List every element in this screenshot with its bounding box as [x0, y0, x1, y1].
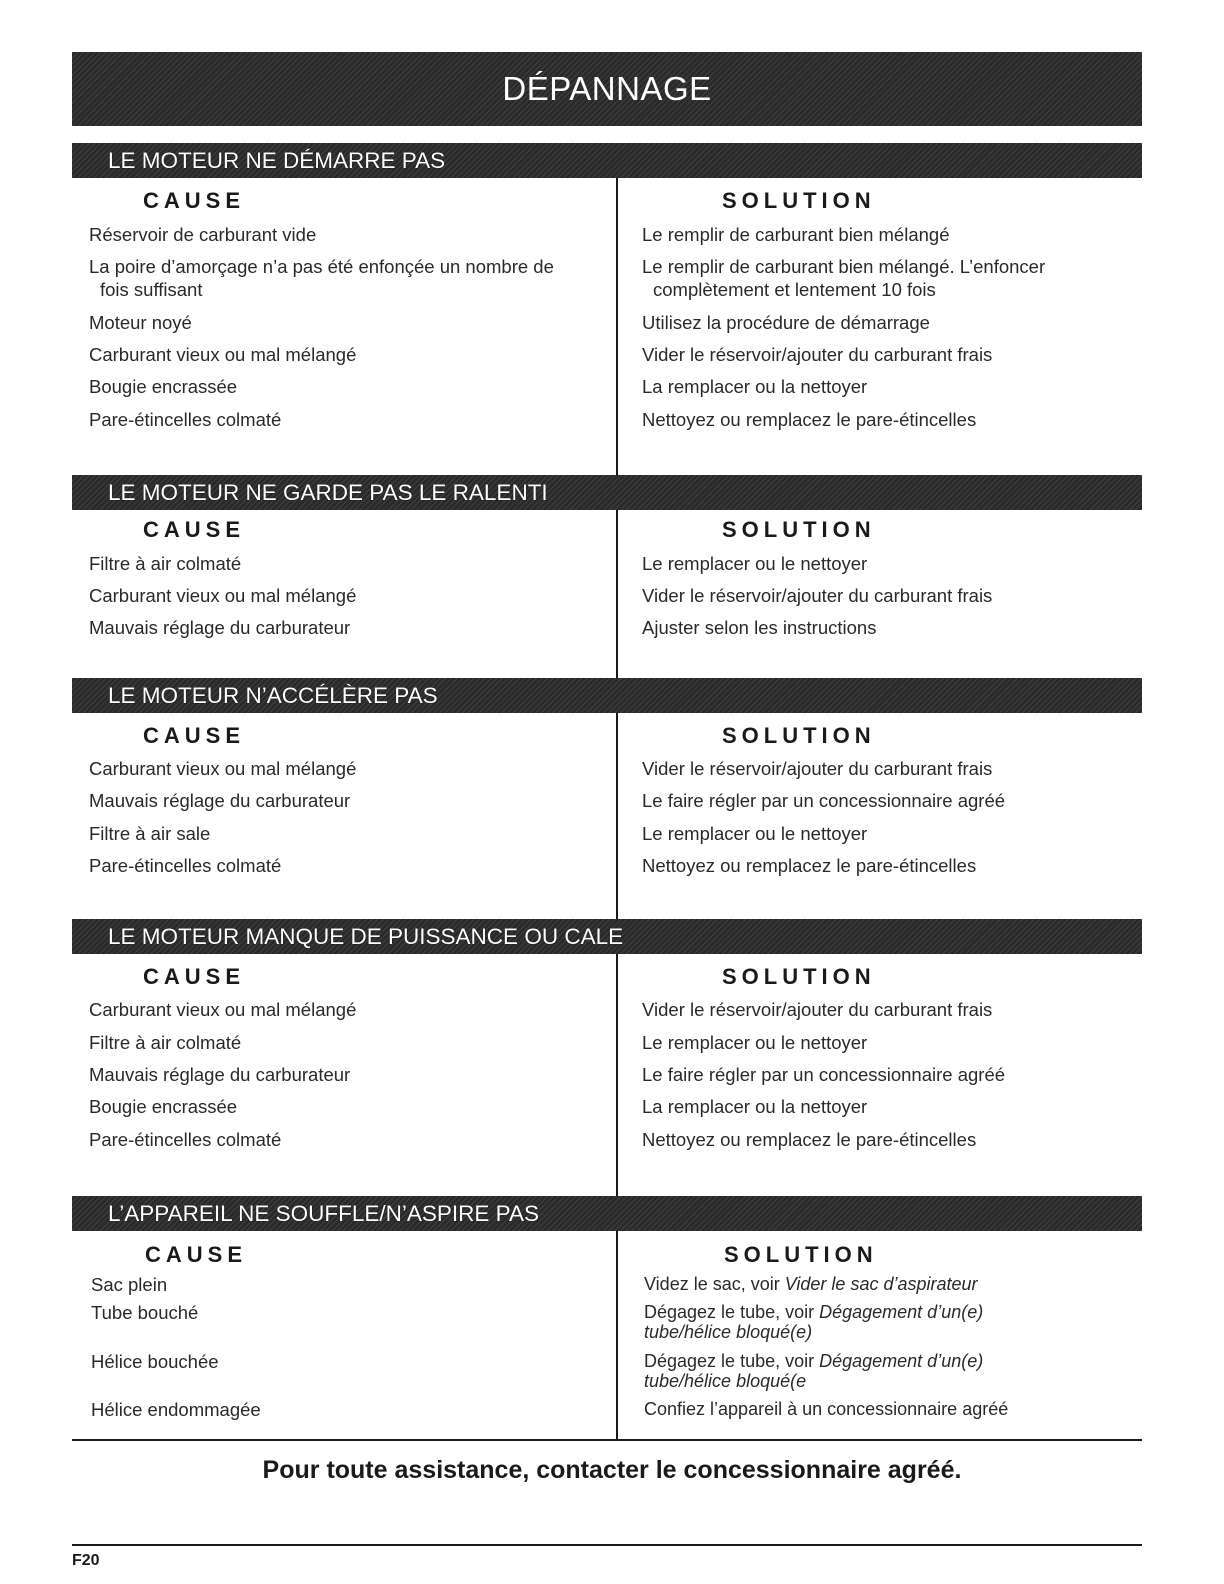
- cause-item: Carburant vieux ou mal mélangé: [89, 999, 357, 1020]
- column-divider: [616, 178, 618, 475]
- section-heading: L’APPAREIL NE SOUFFLE/N’ASPIRE PAS: [108, 1201, 539, 1226]
- cause-item: Filtre à air colmaté: [89, 1032, 242, 1053]
- solution-item: Nettoyez ou remplacez le pare-étincelles: [642, 1129, 977, 1150]
- solution-item: Le remplir de carburant bien mélangé: [642, 224, 950, 245]
- solution-heading: SOLUTION: [722, 517, 876, 542]
- cause-heading: CAUSE: [143, 517, 246, 542]
- section-heading: LE MOTEUR MANQUE DE PUISSANCE OU CALE: [108, 924, 624, 949]
- solution-heading: SOLUTION: [722, 188, 876, 213]
- solution-item: [642, 255, 1112, 301]
- column-divider: [616, 1231, 618, 1439]
- solution-text: Dégagez le tube, voir: [644, 1302, 820, 1322]
- solution-item: Le faire régler par un concessionnaire agréé: [642, 790, 1006, 811]
- solution-heading: SOLUTION: [724, 1242, 878, 1267]
- cause-item: Carburant vieux ou mal mélangé: [89, 758, 357, 779]
- solution-reference: Dégagement d’un(e): [819, 1351, 984, 1371]
- solution-item: Nettoyez ou remplacez le pare-étincelles: [642, 855, 977, 876]
- solution-reference: Vider le sac d’aspirateur: [784, 1274, 978, 1294]
- cause-item: Pare-étincelles colmaté: [89, 855, 282, 876]
- solution-item: Vider le réservoir/ajouter du carburant frais: [642, 999, 993, 1020]
- cause-item: Hélice endommagée: [91, 1399, 261, 1420]
- cause-heading: CAUSE: [145, 1242, 248, 1267]
- section-heading-bar: [72, 919, 1142, 954]
- table-bottom-rule: [72, 1439, 1142, 1441]
- solution-reference: Dégagement d’un(e): [819, 1302, 984, 1322]
- cause-item: Carburant vieux ou mal mélangé: [89, 344, 357, 365]
- solution-item: Utilisez la procédure de démarrage: [642, 312, 930, 333]
- column-divider: [616, 954, 618, 1196]
- page-number: F20: [72, 1552, 100, 1569]
- cause-heading: CAUSE: [143, 188, 246, 213]
- cause-item: Carburant vieux ou mal mélangé: [89, 585, 357, 606]
- solution-text: Dégagez le tube, voir: [644, 1351, 820, 1371]
- solution-item: Vider le réservoir/ajouter du carburant frais: [642, 344, 993, 365]
- page-title-banner: [72, 52, 1142, 126]
- solution-item: Vider le réservoir/ajouter du carburant frais: [642, 585, 993, 606]
- solution-reference: tube/hélice bloqué(e): [644, 1322, 813, 1342]
- section-heading-bar: [72, 678, 1142, 713]
- solution-item: La remplacer ou la nettoyer: [642, 1096, 868, 1117]
- solution-reference: tube/hélice bloqué(e: [644, 1371, 807, 1391]
- cause-item: Pare-étincelles colmaté: [89, 409, 282, 430]
- column-divider: [616, 713, 618, 919]
- cause-item: Réservoir de carburant vide: [89, 224, 317, 245]
- cause-item: [89, 255, 609, 301]
- cause-item: Pare-étincelles colmaté: [89, 1129, 282, 1150]
- section-heading-bar: [72, 475, 1142, 510]
- solution-item: Le faire régler par un concessionnaire agréé: [642, 1064, 1006, 1085]
- solution-item: Le remplacer ou le nettoyer: [642, 1032, 868, 1053]
- cause-line: fois suffisant: [100, 279, 203, 300]
- solution-line: complètement et lentement 10 fois: [653, 279, 936, 300]
- cause-item: Mauvais réglage du carburateur: [89, 790, 351, 811]
- cause-item: Moteur noyé: [89, 312, 192, 333]
- column-divider: [616, 510, 618, 678]
- section-heading: LE MOTEUR NE DÉMARRE PAS: [108, 148, 446, 173]
- cause-item: Mauvais réglage du carburateur: [89, 1064, 351, 1085]
- section-heading: LE MOTEUR N’ACCÉLÈRE PAS: [108, 683, 438, 708]
- solution-item: [644, 1351, 1114, 1391]
- solution-item: [644, 1302, 1114, 1342]
- cause-item: Bougie encrassée: [89, 1096, 238, 1117]
- solution-item: Confiez l’appareil à un concessionnaire agréé: [644, 1399, 1009, 1419]
- solution-heading: SOLUTION: [722, 723, 876, 748]
- section-heading-bar: [72, 1196, 1142, 1231]
- solution-item: Le remplacer ou le nettoyer: [642, 823, 868, 844]
- solution-item: [644, 1274, 1114, 1294]
- solution-text: Videz le sac, voir: [644, 1274, 785, 1294]
- cause-item: Mauvais réglage du carburateur: [89, 617, 351, 638]
- section-heading-bar: [72, 143, 1142, 178]
- cause-item: Filtre à air colmaté: [89, 553, 242, 574]
- solution-item: La remplacer ou la nettoyer: [642, 376, 868, 397]
- cause-heading: CAUSE: [143, 964, 246, 989]
- cause-line: La poire d’amorçage n’a pas été enfonçée un nombre de: [89, 256, 554, 277]
- solution-line: Le remplir de carburant bien mélangé. L’enfoncer: [642, 256, 1046, 277]
- solution-item: Ajuster selon les instructions: [642, 617, 877, 638]
- solution-item: Nettoyez ou remplacez le pare-étincelles: [642, 409, 977, 430]
- section-heading: LE MOTEUR NE GARDE PAS LE RALENTI: [108, 480, 548, 505]
- footer-rule: [72, 1544, 1142, 1546]
- cause-item: Bougie encrassée: [89, 376, 238, 397]
- solution-item: Vider le réservoir/ajouter du carburant frais: [642, 758, 993, 779]
- solution-item: Le remplacer ou le nettoyer: [642, 553, 868, 574]
- cause-heading: CAUSE: [143, 723, 246, 748]
- cause-item: Filtre à air sale: [89, 823, 211, 844]
- cause-item: Tube bouché: [91, 1302, 199, 1323]
- page-title: DÉPANNAGE: [502, 70, 712, 107]
- cause-item: Hélice bouchée: [91, 1351, 219, 1372]
- assistance-note: Pour toute assistance, contacter le concessionnaire agréé.: [262, 1456, 962, 1484]
- solution-heading: SOLUTION: [722, 964, 876, 989]
- cause-item: Sac plein: [91, 1274, 168, 1295]
